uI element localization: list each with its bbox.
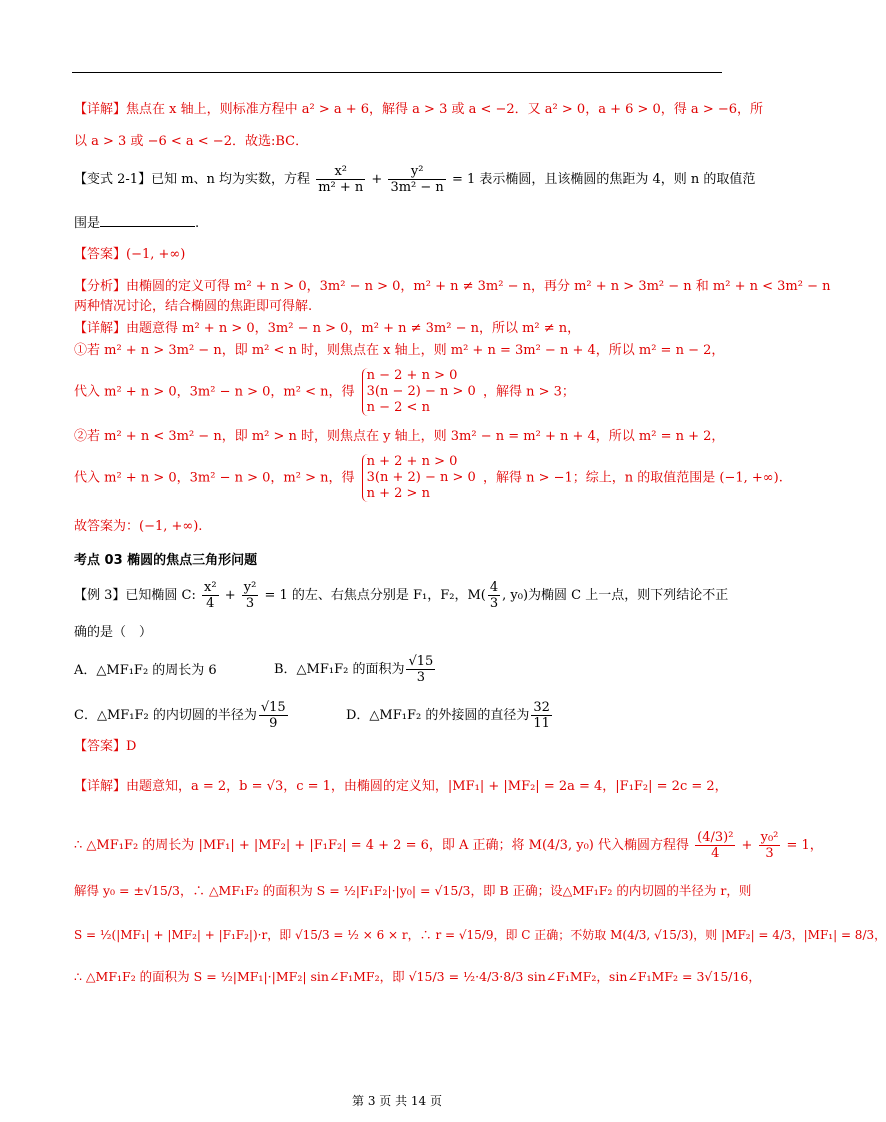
answer-line: 【答案】(−1, +∞) [74,247,186,262]
example-solution-4: S = ½(|MF₁| + |MF₂| + |F₁F₂|)·r，即 √15/3 = ½ × 6 × r，∴ r = √15/9，即 C 正确；不妨取 M(4/3, √15/3)，则 |MF₂| = 4/3，|MF₁| = 8/3， [74,928,886,942]
example-solution-5: ∴ △MF₁F₂ 的面积为 S = ½|MF₁|·|MF₂| sin∠F₁MF₂，即 √15/3 = ½·4/3·8/3 sin∠F₁MF₂，sin∠F₁MF₂ = 3√15/16， [74,969,761,984]
solution-case-2: ②若 m² + n < 3m² − n，即 m² > n 时，则焦点在 y 轴上，则 3m² − n = m² + n + 4，所以 m² = n + 2， [74,429,725,444]
analysis-line-2: 两种情况讨论，结合椭圆的焦距即可得解. [74,299,313,314]
example-question-line-2: 确的是（ ） [74,625,153,640]
analysis-line-1: 【分析】由椭圆的定义可得 m² + n > 0，3m² − n > 0，m² + n ≠ 3m² − n，再分 m² + n > 3m² − n 和 m² + n < 3m² − n [74,279,831,294]
solution-case-1-system: 代入 m² + n > 0，3m² − n > 0，m² < n，得 n − 2 + n > 0 3(n − 2) − n > 0 n − 2 < n ，解得 n > 3； [74,368,575,415]
answer-d: 【答案】D [74,739,137,754]
option-c: C．△MF₁F₂ 的内切圆的半径为 $\frac{√15}{9}$ [74,700,286,731]
ellipse-fraction-x: $\frac{\text{x²}}{4}$ [204,580,217,611]
point-fraction: $\frac{4}{3}$ [489,580,499,611]
inequality-system-1: n − 2 + n > 0 3(n − 2) − n > 0 n − 2 < n [362,368,476,416]
solution-line-1: 【详解】由题意得 m² + n > 0，3m² − n > 0，m² + n ≠ 3m² − n，所以 m² ≠ n， [74,321,581,336]
detail-line-1: 【详解】焦点在 x 轴上，则标准方程中 a² > a + 6，解得 a > 3 或 a < −2．又 a² > 0，a + 6 > 0，得 a > −6，所 [74,102,764,117]
example-solution-1: 【详解】由题意知，a = 2，b = √3，c = 1，由椭圆的定义知，|MF₁| + |MF₂| = 2a = 4，|F₁F₂| = 2c = 2， [74,779,728,794]
answer-blank [100,214,195,227]
page-footer: 第 3 页 共 14 页 [352,1094,442,1108]
variant-question: 【变式 2-1】已知 m、n 均为实数，方程 $\frac{\text{x²}}{\text{m² + n}}$ + $\frac{\text{y²}}{\text{3m² − n}}$ = 1 表示椭圆，且该椭圆的焦距为 4，则 n 的取值范 [74,164,756,195]
section-heading: 考点 03 椭圆的焦点三角形问题 [74,553,258,568]
example-solution-3: 解得 y₀ = ±√15/3，∴ △MF₁F₂ 的面积为 S = ½|F₁F₂|·|y₀| = √15/3，即 B 正确；设△MF₁F₂ 的内切圆的半径为 r，则 [74,883,752,898]
variant-fraction-x: $\frac{\text{x²}}{\text{m² + n}}$ [318,164,364,195]
option-a: A．△MF₁F₂ 的周长为 6 [74,663,217,678]
variant-text-2: = 1 表示椭圆，且该椭圆的焦距为 4，则 n 的取值范 [451,172,756,187]
final-answer: 故答案为：(−1, +∞). [74,519,203,534]
variant-text-1: 【变式 2-1】已知 m、n 均为实数，方程 [74,172,311,187]
solution-case-2-system: 代入 m² + n > 0，3m² − n > 0，m² > n，得 n + 2 + n > 0 3(n + 2) − n > 0 n + 2 > n ，解得 n > −1；综上，n 的取值范围是 (−1, +∞). [74,454,783,501]
inequality-system-2: n + 2 + n > 0 3(n + 2) − n > 0 n + 2 > n [362,454,476,502]
header-rule [72,72,722,73]
example-solution-2: ∴ △MF₁F₂ 的周长为 |MF₁| + |MF₂| + |F₁F₂| = 4 + 2 = 6，即 A 正确；将 M(4/3, y₀) 代入椭圆方程得 $\frac{\text{(4/3)²}}{4}$ + $\frac{\text{y₀²}}{3}$ = 1， [74,830,823,861]
variant-line-2: 围是 . [74,216,200,231]
ellipse-fraction-y: $\frac{\text{y²}}{3}$ [243,580,257,611]
variant-fraction-y: $\frac{\text{y²}}{\text{3m² − n}}$ [390,164,444,195]
solution-case-1: ①若 m² + n > 3m² − n，即 m² < n 时，则焦点在 x 轴上，则 m² + n = 3m² − n + 4，所以 m² = n − 2， [74,343,725,358]
detail-line-2: 以 a > 3 或 −6 < a < −2．故选:BC． [74,134,309,149]
option-b: B．△MF₁F₂ 的面积为 $\frac{√15}{3}$ [274,654,434,685]
example-question: 【例 3】已知椭圆 C: $\frac{\text{x²}}{4}$ + $\frac{\text{y²}}{3}$ = 1 的左、右焦点分别是 F₁，F₂，M( $\frac{4}{3}$ , y₀)为椭圆 C 上一点，则下列结论不正 [74,580,729,611]
option-d: D．△MF₁F₂ 的外接圆的直径为 $\frac{32}{11}$ [346,700,550,731]
